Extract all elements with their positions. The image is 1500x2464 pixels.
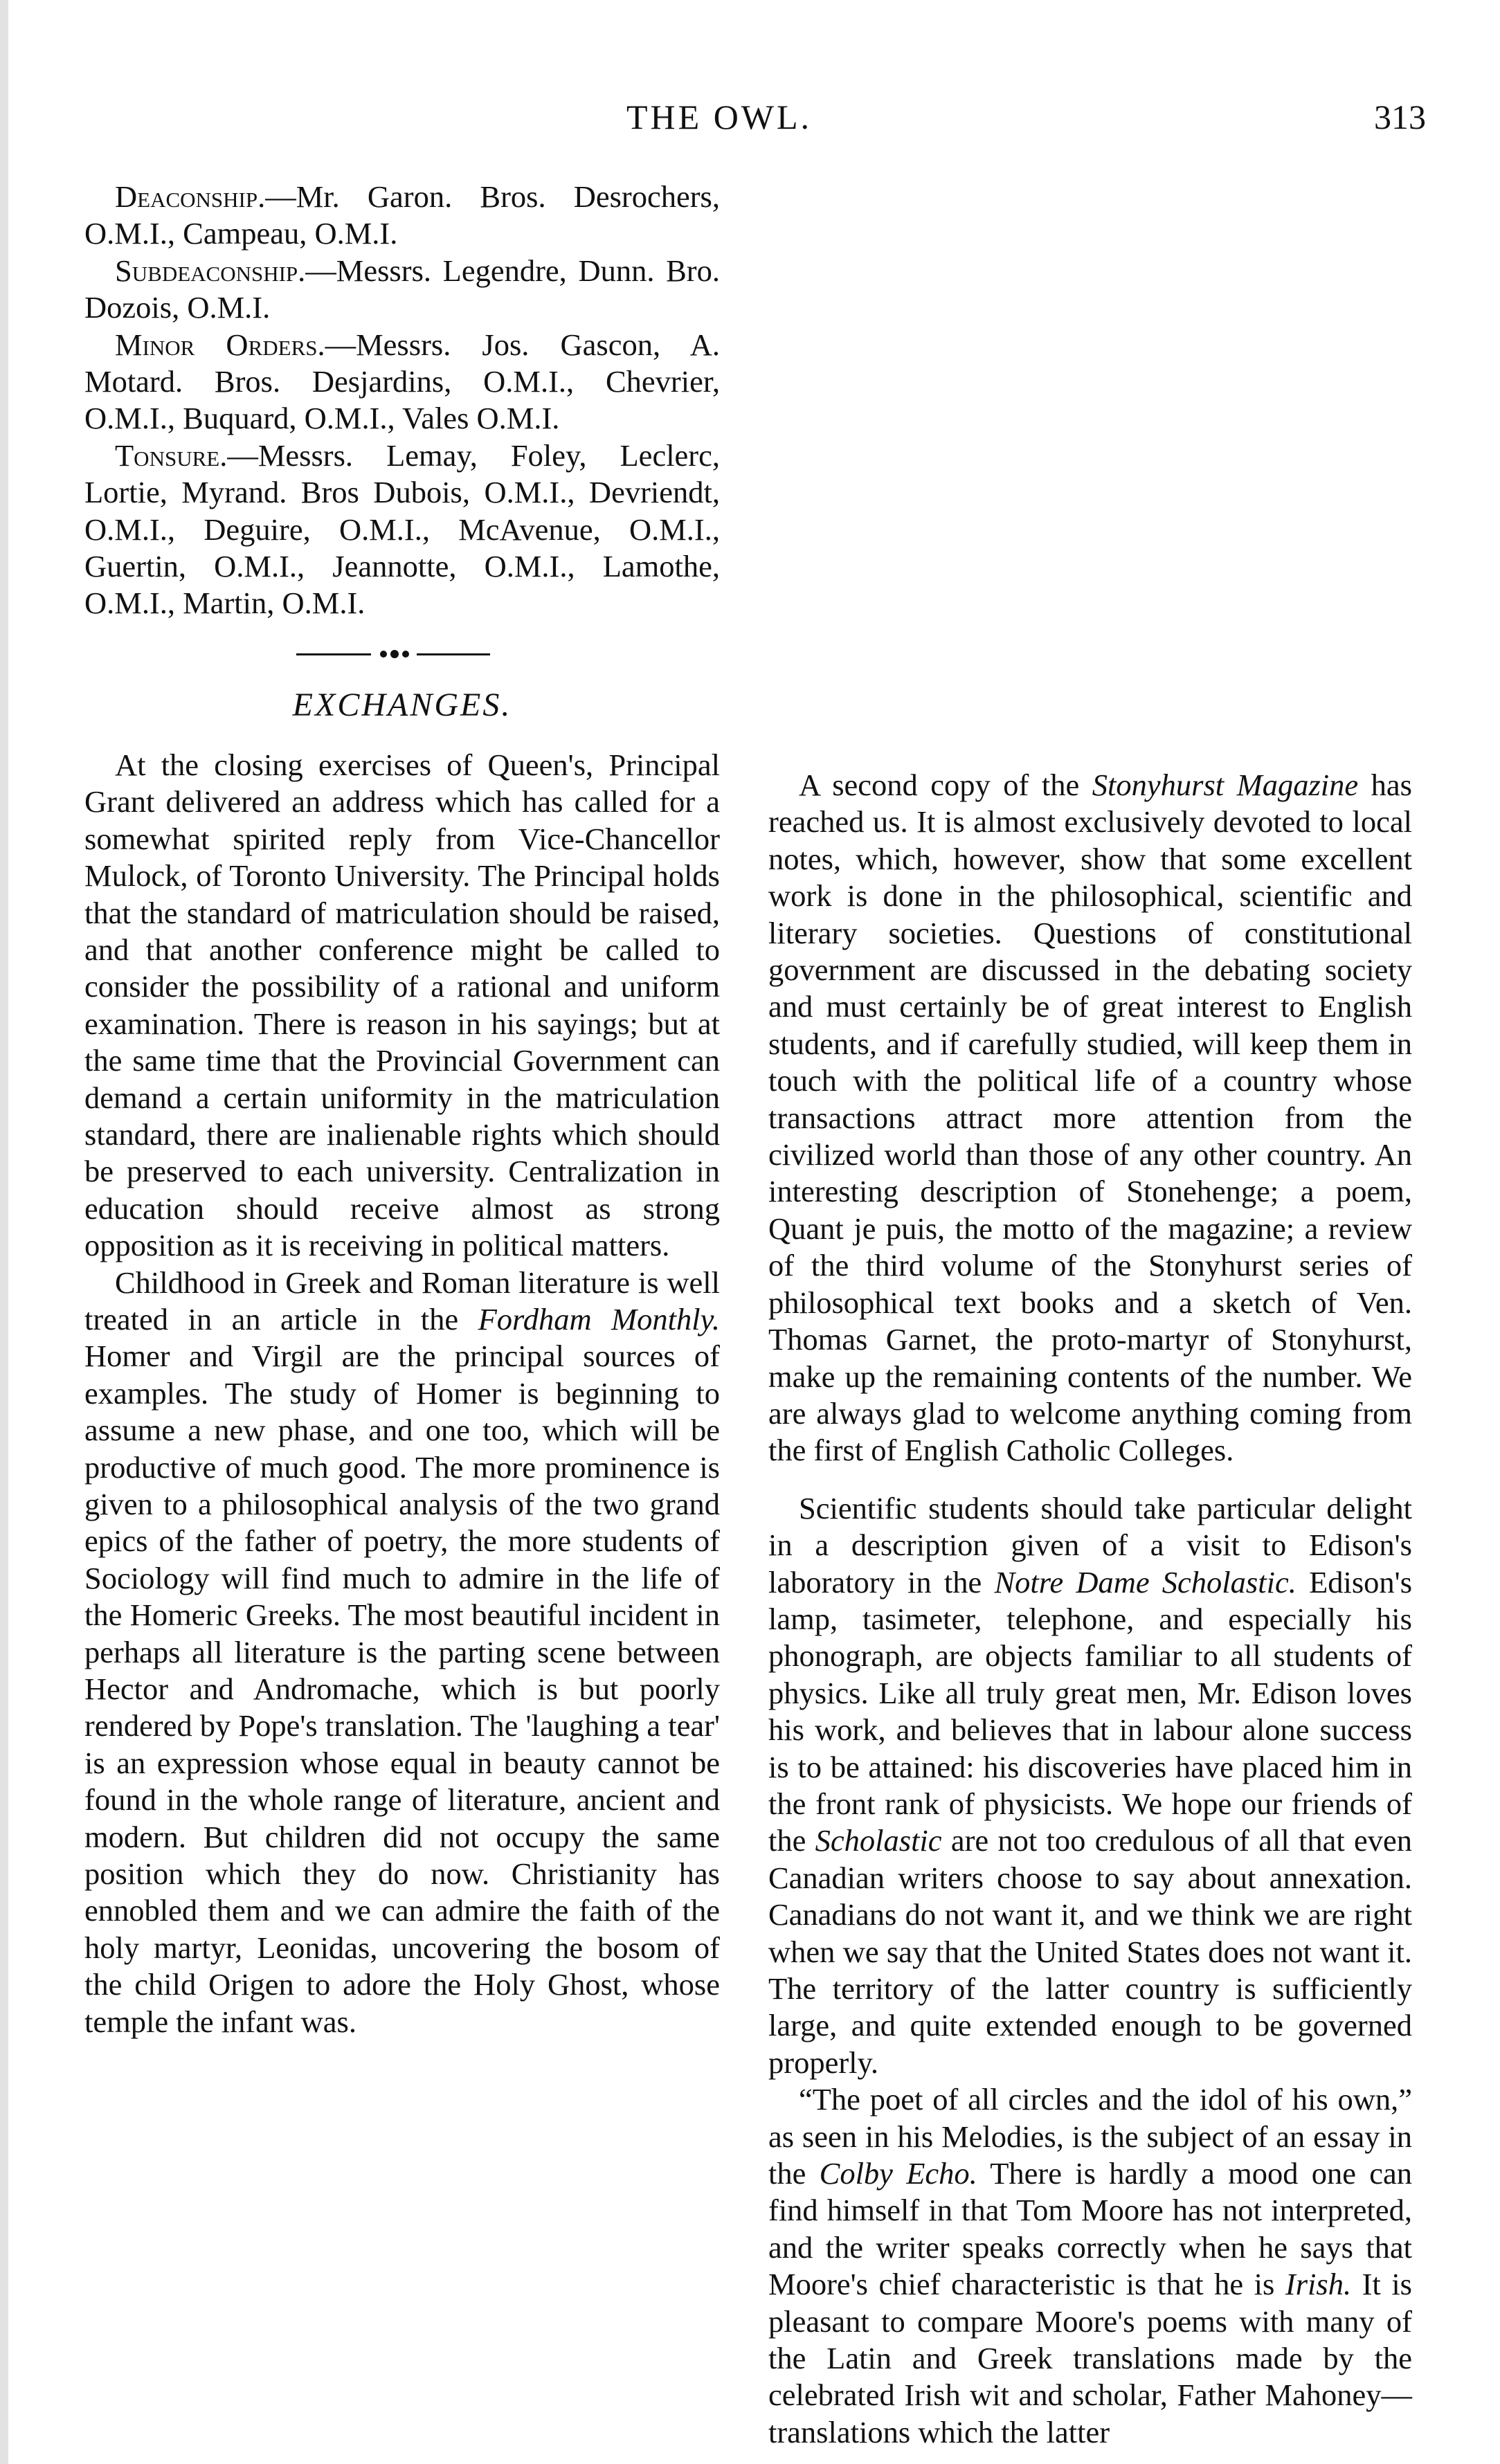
- stonyhurst-text-after: has reached us. It is almost exclusively devoted to local notes, which, however, show that some excellent work is done in the philosophical, scientific and literary societies. Questions of constitutional government are discussed in the debating society and must certainly be of great interest to English students, and if carefully studied, will keep them in touch with the political life of a country whose transactions attract more attention from the civilized world than those of any other country. An interesting description of Stonehenge; a poem, Quant je puis, the motto of the magazine; a review of the third volume of the Stonyhurst series of philosophical text books and a sketch of Ven. Thomas Garnet, the proto-martyr of Stonyhurst, make up the remaining contents of the number. We are always glad to welcome anything coming from the first of English Catholic Colleges.: [768, 768, 1412, 1468]
- stonyhurst-journal-title: Stonyhurst Magazine: [1092, 768, 1359, 802]
- deaconship-label: Deaconship.: [115, 179, 266, 214]
- subdeaconship-paragraph: [84, 253, 720, 327]
- colby-text-before: “The poet of all circles and the idol of his own,” as seen in his Melodies, is the subject of an essay in the: [768, 2082, 1412, 2191]
- page-edge: [0, 0, 8, 2464]
- fordham-journal-title: Fordham Monthly.: [478, 1301, 721, 1337]
- notre-dame-text-mid: Edison's lamp, tasimeter, telephone, and especially his phonograph, are objects familiar to all students of physics. Like all truly great men, Mr. Edison loves his work, and believes that in labour alone success is to be attained: his discoveries have placed him in the front rank of physicists. We hope our friends of the: [768, 1564, 1413, 1858]
- irish-emphasis: Irish.: [1285, 2267, 1352, 2302]
- divider-ornament-icon: [375, 647, 414, 661]
- subdeaconship-text: —Messrs. Legendre, Dunn. Bro. Dozois, O.M.I.: [84, 253, 720, 325]
- divider-line-right: [417, 653, 490, 655]
- deaconship-paragraph: [84, 179, 720, 253]
- minor-orders-text: —Messrs. Jos. Gascon, A. Motard. Bros. Desjardins, O.M.I., Chevrier, O.M.I., Buquard, O.M.I., Vales O.M.I.: [84, 327, 720, 436]
- fordham-paragraph: [84, 1265, 720, 2041]
- minor-orders-label: Minor Orders.: [115, 327, 325, 362]
- colby-journal-title: Colby Echo.: [819, 2156, 977, 2191]
- notre-dame-paragraph: [768, 1490, 1412, 2082]
- running-title: THE OWL.: [626, 98, 813, 136]
- notre-dame-journal-title: Notre Dame Scholastic.: [994, 1564, 1296, 1600]
- section-divider: [84, 640, 720, 668]
- tonsure-text: —Messrs. Lemay, Foley, Leclerc, Lortie, Myrand. Bros Dubois, O.M.I., Devriendt, O.M.I., Deguire, O.M.I., McAvenue, O.M.I., Guertin, O.M.I., Jeannotte, O.M.I., Lamothe, O.M.I., Martin, O.M.I.: [84, 437, 720, 621]
- stonyhurst-text-before: A second copy of the: [799, 768, 1080, 802]
- section-title: EXCHANGES.: [292, 686, 512, 723]
- fordham-text-after: Homer and Virgil are the principal sources of examples. The study of Homer is beginning to assume a new phase, and one too, which will be productive of much good. The more prominence is given to a philosophical analysis of the two grand epics of the father of poetry, the more students of Sociology will find much to admire in the life of the Homeric Greeks. The most beautiful incident in perhaps all literature is the parting scene between Hector and Andromache, which is but poorly rendered by Pope's translation. The 'laughing a tear' is an expression whose equal in beauty cannot be found in the whole range of literature, ancient and modern. But children did not occupy the same position which they do now. Christianity has ennobled them and we can admire the faith of the holy martyr, Leonidas, uncovering the bosom of the child Origen to adore the Holy Ghost, whose temple the infant was.: [84, 1339, 720, 2039]
- minor-orders-paragraph: [84, 327, 720, 437]
- colby-text-after: It is pleasant to compare Moore's poems with many of the Latin and Greek translations made by the celebrated Irish wit and scholar, Father Mahoney—translations which the latter: [768, 2267, 1413, 2449]
- tonsure-paragraph: [84, 437, 720, 622]
- tonsure-label: Tonsure.: [115, 437, 228, 473]
- deaconship-text: —Mr. Garon. Bros. Desrochers, O.M.I., Campeau, O.M.I.: [84, 179, 720, 251]
- queens-paragraph: At the closing exercises of Queen's, Principal Grant delivered an address which has called for a somewhat spirited reply from Vice-Chancellor Mulock, of Toronto University. The Principal holds that the standard of matriculation should be raised, and that another conference might be called to consider the possibility of a rational and uniform examination. There is reason in his sayings; but at the same time that the Provincial Government can demand a certain uniformity in the matriculation standard, there are inalienable rights which should be preserved to each university. Centralization in education should receive almost as strong opposition as it is receiving in political matters.: [84, 747, 720, 1263]
- colby-paragraph: [768, 2081, 1412, 2451]
- divider-line-left: [296, 653, 371, 655]
- fordham-text-before: Childhood in Greek and Roman literature is well treated in an article in the: [84, 1265, 720, 1337]
- notre-dame-text-before: Scientific students should take particular delight in a description given of a visit to Edison's laboratory in the: [768, 1490, 1412, 1600]
- left-column: [84, 179, 720, 2040]
- running-header: [0, 97, 1500, 159]
- stonyhurst-paragraph: [768, 767, 1412, 1469]
- subdeaconship-label: Subdeaconship.: [115, 253, 306, 288]
- colby-text-mid: There is hardly a mood one can find himself in that Tom Moore has not interpreted, and the writer speaks correctly when he says that Moore's chief characteristic is that he is: [768, 2156, 1412, 2302]
- notre-dame-text-after: are not too credulous of all that even Canadian writers choose to say about annexation. Canadians do not want it, and we think we are right when we say that the United States does not want it. The territory of the latter country is sufficiently large, and quite extended enough to be governed properly.: [768, 1823, 1412, 2080]
- right-column: [768, 179, 1412, 2451]
- scholastic-journal-title: Scholastic: [815, 1823, 942, 1858]
- page-number: 313: [1374, 98, 1426, 136]
